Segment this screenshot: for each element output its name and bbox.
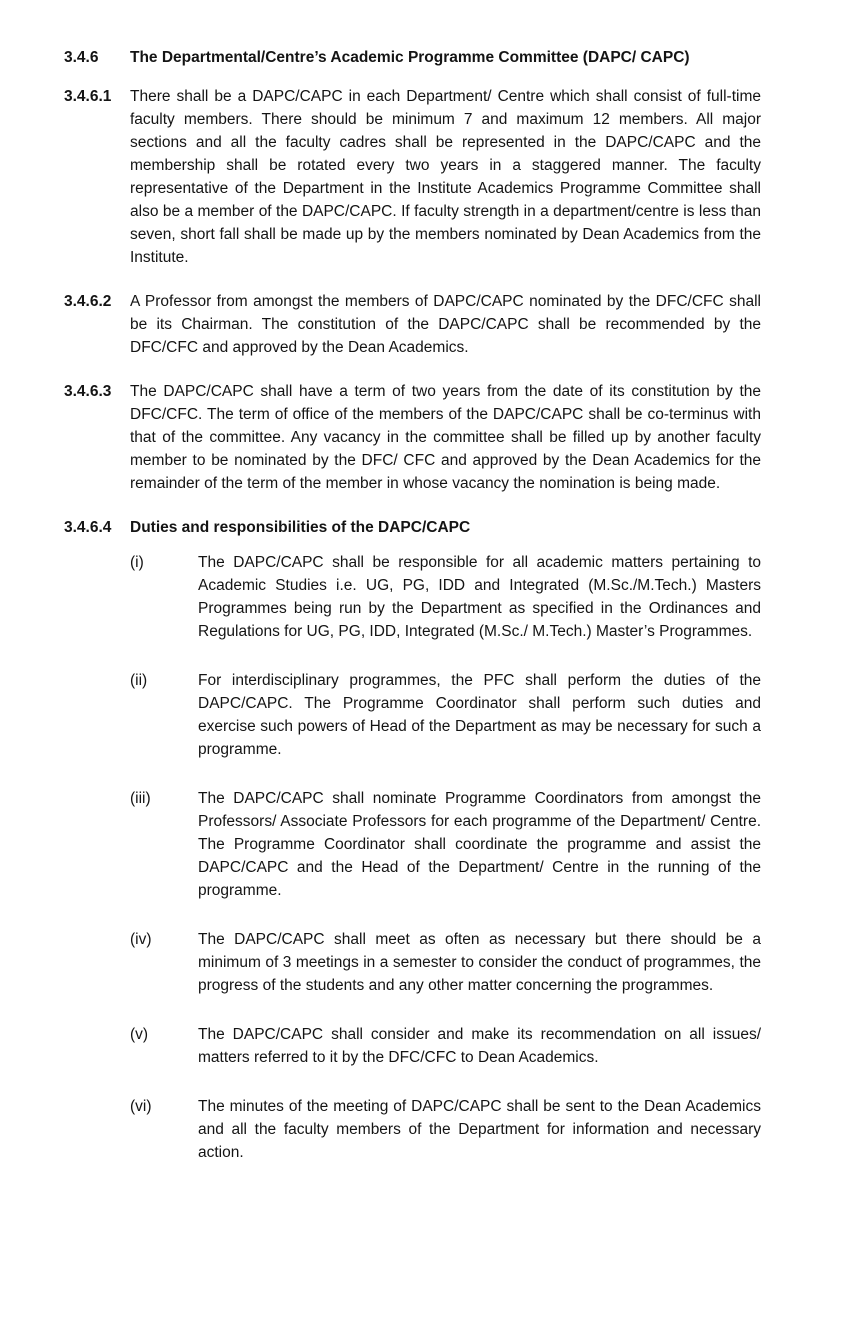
section-heading-row (64, 46, 761, 69)
item-marker: (ii) (130, 672, 148, 689)
duties-list (130, 551, 761, 1164)
item-text: The minutes of the meeting of DAPC/CAPC shall be sent to the Dean Academics and all the faculty members of the Department for information and necessary action. (198, 1098, 761, 1161)
item-marker: (v) (130, 1026, 149, 1043)
paragraph-3-4-6-2 (64, 290, 761, 359)
paragraph-number: 3.4.6.3 (64, 383, 112, 400)
paragraph-3-4-6-3 (64, 380, 761, 495)
paragraph-text: There shall be a DAPC/CAPC in each Department/ Centre which shall consist of full-time faculty members. There should be minimum 7 and maximum 12 members. All major sections and all the faculty cadres shall be represented in the DAPC/CAPC and the membership shall be rotated every two years in a staggered manner. The faculty representative of the Department in the Institute Academics Programme Committee shall also be a member of the DAPC/CAPC. If faculty strength in a department/centre is less than seven, short fall shall be made up by the members nominated by Dean Academics from the Institute. (130, 88, 761, 266)
subsection-heading-text: Duties and responsibilities of the DAPC/CAPC (130, 519, 471, 536)
item-text: The DAPC/CAPC shall meet as often as necessary but there should be a minimum of 3 meetings in a semester to consider the conduct of programmes, the progress of the students and any other matter concerning the programmes. (198, 931, 761, 994)
item-text: The DAPC/CAPC shall consider and make its recommendation on all issues/ matters referred to it by the DFC/CFC to Dean Academics. (198, 1026, 761, 1066)
list-item-v (130, 1023, 761, 1069)
item-text: The DAPC/CAPC shall nominate Programme Coordinators from amongst the Professors/ Associate Professors for each programme of the Department/ Centre. The Programme Coordinator shall coordinate the programme and assist the DAPC/CAPC and the Head of the Department/ Centre in the running of the programme. (198, 790, 761, 899)
item-marker: (i) (130, 554, 144, 571)
paragraph-number: 3.4.6.2 (64, 293, 112, 310)
item-text: The DAPC/CAPC shall be responsible for all academic matters pertaining to Academic Studies i.e. UG, PG, IDD and Integrated (M.Sc./M.Tech.) Masters Programmes being run by the Department as specified in the Ordinances and Regulations for UG, PG, IDD, Integrated (M.Sc./ M.Tech.) Master’s Programmes. (198, 554, 761, 640)
list-item-i (130, 551, 761, 643)
section-number: 3.4.6 (64, 49, 99, 66)
paragraph-text: A Professor from amongst the members of DAPC/CAPC nominated by the DFC/CFC shall be its Chairman. The constitution of the DAPC/CAPC shall be recommended by the DFC/CFC and approved by the Dean Academics. (130, 293, 761, 356)
item-marker: (vi) (130, 1098, 152, 1115)
section-heading-text: The Departmental/Centre’s Academic Programme Committee (DAPC/ CAPC) (130, 49, 690, 66)
list-item-iv (130, 928, 761, 997)
item-text: For interdisciplinary programmes, the PFC shall perform the duties of the DAPC/CAPC. The Programme Coordinator shall perform such duties and exercise such powers of Head of the Department as may be necessary for such a programme. (198, 672, 761, 758)
paragraph-number: 3.4.6.1 (64, 88, 112, 105)
item-marker: (iv) (130, 931, 152, 948)
subsection-number: 3.4.6.4 (64, 519, 112, 536)
list-item-vi (130, 1095, 761, 1164)
subsection-heading-row (64, 516, 761, 539)
paragraph-3-4-6-1 (64, 85, 761, 269)
item-marker: (iii) (130, 790, 151, 807)
list-item-iii (130, 787, 761, 902)
paragraph-text: The DAPC/CAPC shall have a term of two years from the date of its constitution by the DFC/CFC. The term of office of the members of the DAPC/CAPC shall be co-terminus with that of the committee. Any vacancy in the committee shall be filled up by another faculty member to be nominated by the DFC/ CFC and approved by the Dean Academics for the remainder of the term of the member in whose vacancy the nomination is being made. (130, 383, 761, 492)
list-item-ii (130, 669, 761, 761)
